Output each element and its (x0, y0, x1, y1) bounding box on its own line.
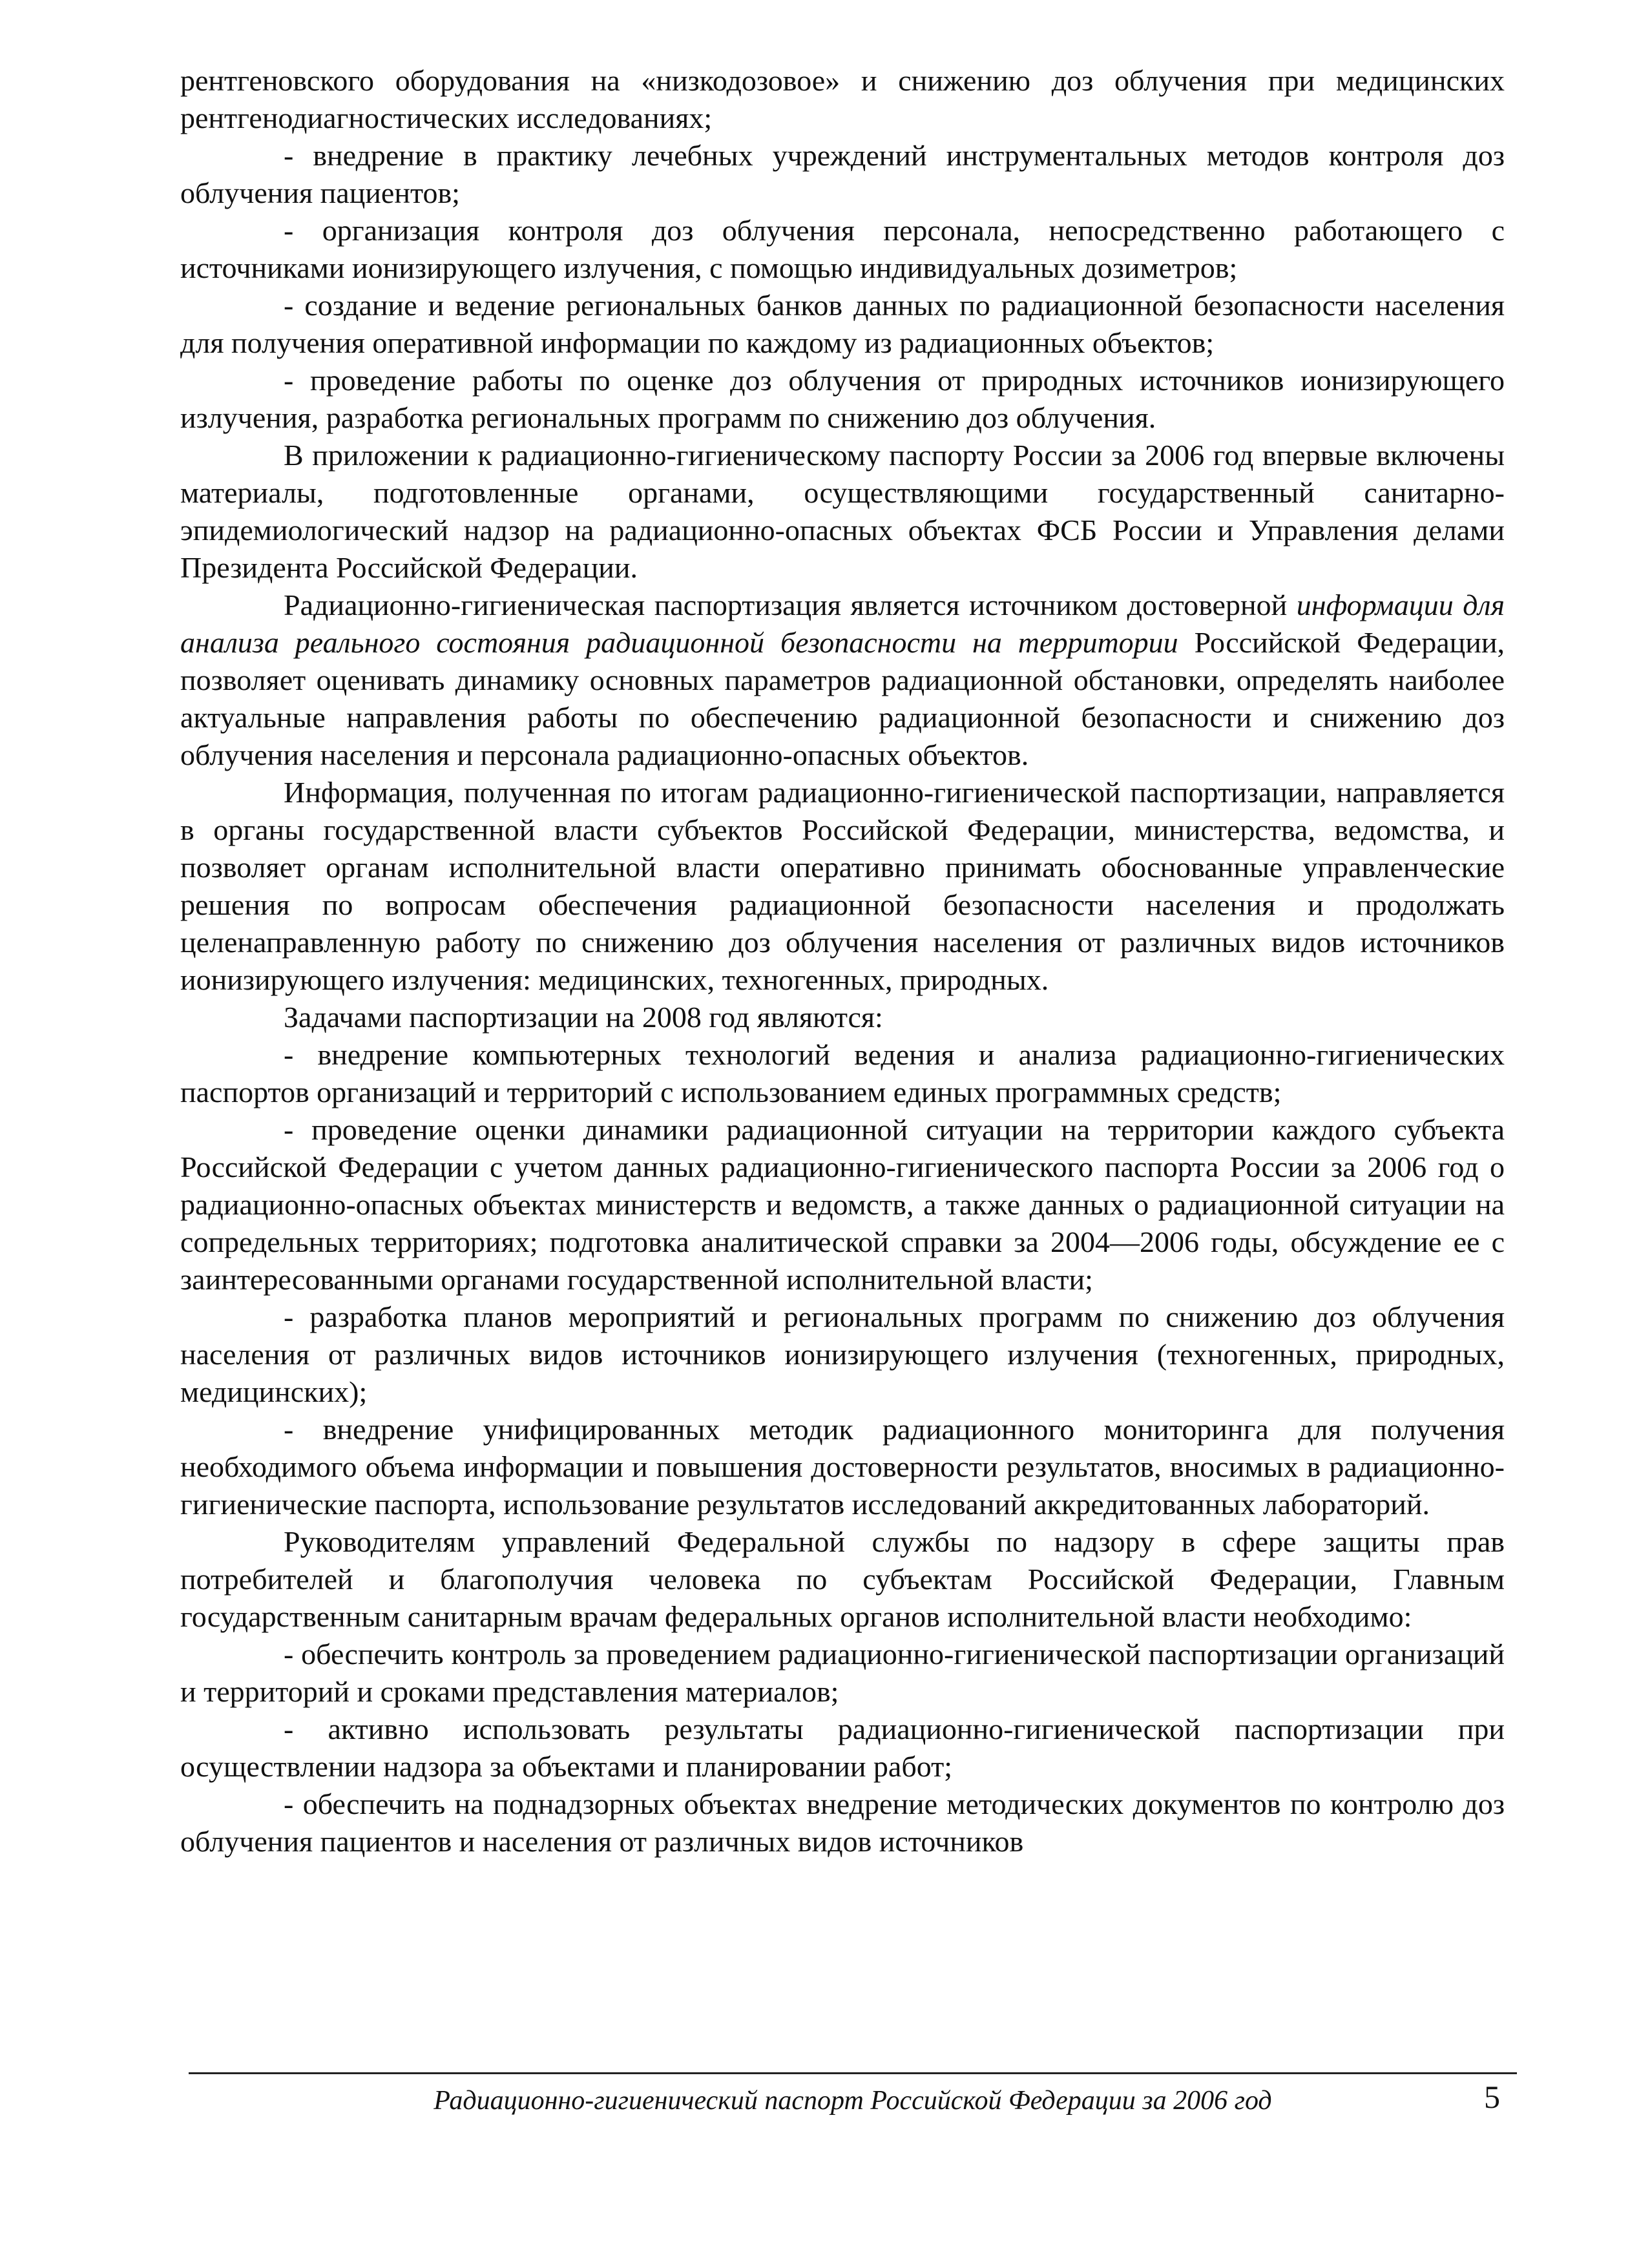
list-item: - обеспечить на поднадзорных объектах внедрение методических документов по контролю доз облучения пациентов и населения от различных видов источников (180, 1787, 1505, 1858)
list-item: - проведение работы по оценке доз облучения от природных источников ионизирующего излучения, разработка региональных программ по снижению доз облучения. (180, 364, 1505, 434)
paragraph: В приложении к радиационно-гигиеническому паспорту России за 2006 год впервые включены материалы, подготовленные органами, осуществляющими государственный санитарно-эпидемиологический надзор на радиационно-опасных объектах ФСБ России и Управления делами Президента Российской Федерации. (180, 439, 1505, 584)
list-item: - создание и ведение региональных банков данных по радиационной безопасности населения для получения оперативной информации по каждому из радиационных объектов; (180, 289, 1505, 359)
paragraph: Информация, полученная по итогам радиационно-гигиенической паспортизации, направляется в органы государственной власти субъектов Российской Федерации, министерства, ведомства, и позволяет органам исполнительной власти оперативно принимать обоснованные управленческие решения по вопросам обеспечения радиационной безопасности населения и продолжать целенаправленную работу по снижению доз облучения населения от различных видов источников ионизирующего излучения: медицинских, техногенных, природных. (180, 776, 1505, 996)
list-item: - проведение оценки динамики радиационной ситуации на территории каждого субъекта Российской Федерации с учетом данных радиационно-гигиенического паспорта России за 2006 год о радиационно-опасных объектах министерств и ведомств, а также данных о радиационной ситуации на сопредельных территориях; подготовка аналитической справки за 2004—2006 годы, обсуждение ее с заинтересованными органами государственной исполнительной власти; (180, 1113, 1505, 1296)
paragraph-lead: Радиационно-гигиеническая паспортизация является источником достоверной (284, 588, 1297, 621)
italic-emphasis: информации для анализа реального состояния радиационной безопасности на территории (180, 588, 1505, 659)
list-item: - внедрение унифицированных методик радиационного мониторинга для получения необходимого объема информации и повышения достоверности результатов, вносимых в радиационно-гигиенические паспорта, использование результатов исследований аккредитованных лабораторий. (180, 1413, 1505, 1521)
footer-title: Радиационно-гигиенический паспорт Российской Федерации за 2006 год (433, 2086, 1272, 2116)
list-item: - внедрение компьютерных технологий ведения и анализа радиационно-гигиенических паспортов организаций и территорий с использованием единых программных средств; (180, 1038, 1505, 1108)
list-item: - организация контроля доз облучения персонала, непосредственно работающего с источниками ионизирующего излучения, с помощью индивидуальных дозиметров; (180, 214, 1505, 284)
paragraph: Задачами паспортизации на 2008 год являются: (284, 1001, 883, 1034)
list-item: - активно использовать результаты радиационно-гигиенической паспортизации при осуществлении надзора за объектами и планировании работ; (180, 1712, 1505, 1783)
paragraph: рентгеновского оборудования на «низкодозовое» и снижению доз облучения при медицинских рентгенодиагностических исследованиях; (180, 64, 1505, 134)
paragraph: Руководителям управлений Федеральной службы по надзору в сфере защиты прав потребителей и благополучия человека по субъектам Российской Федерации, Главным государственным санитарным врачам федеральных органов исполнительной власти необходимо: (180, 1525, 1505, 1633)
list-item: - обеспечить контроль за проведением радиационно-гигиенической паспортизации организаций и территорий и сроками представления материалов; (180, 1638, 1505, 1708)
paragraph-tail: Российской Федерации, позволяет оценивать динамику основных параметров радиационной обстановки, определять наиболее актуальные направления работы по обеспечению радиационной безопасности и снижению доз облучения населения и персонала радиационно-опасных объектов. (180, 626, 1505, 771)
paragraph (180, 587, 1505, 774)
page-number: 5 (1484, 2079, 1500, 2115)
list-item: - внедрение в практику лечебных учреждений инструментальных методов контроля доз облучения пациентов; (180, 139, 1505, 209)
list-item: - разработка планов мероприятий и региональных программ по снижению доз облучения населения от различных видов источников ионизирующего излучения (техногенных, природных, медицинских); (180, 1300, 1505, 1408)
footer-divider (189, 2072, 1517, 2074)
document-body (180, 62, 1505, 1860)
